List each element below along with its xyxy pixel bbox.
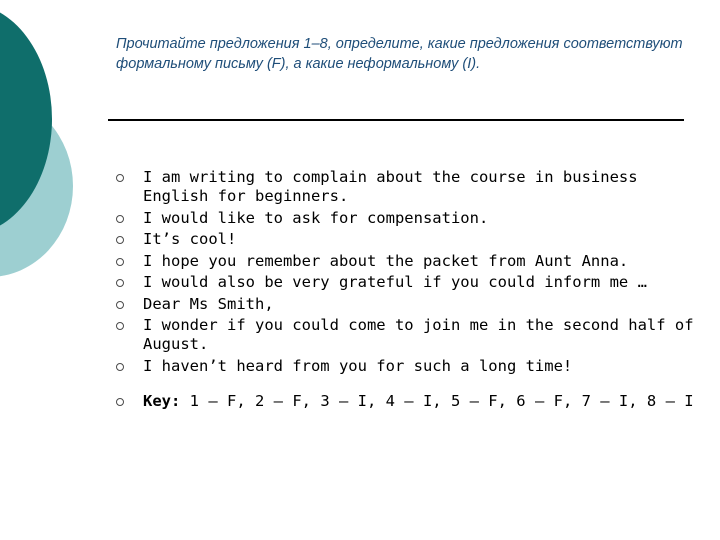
list-item: [116, 295, 706, 314]
hollow-circle-bullet-icon: [116, 398, 124, 406]
sentence-list: [116, 168, 706, 413]
title-divider: [108, 119, 684, 121]
list-item: [116, 209, 706, 228]
answer-key-label: Key:: [143, 391, 181, 410]
sentence-text: Dear Ms Smith,: [143, 294, 274, 313]
list-item: [116, 357, 706, 376]
list-item: [116, 252, 706, 271]
hollow-circle-bullet-icon: [116, 279, 124, 287]
slide-title: Прочитайте предложения 1–8, определите, какие предложения соответствуют формальному письму (F), а какие неформальному (I).: [116, 36, 683, 72]
answer-key-item: [116, 392, 706, 411]
list-item: [116, 316, 706, 354]
hollow-circle-bullet-icon: [116, 363, 124, 371]
list-item: [116, 273, 706, 292]
sentence-text: I am writing to complain about the course in business English for beginners.: [143, 168, 638, 205]
sentence-text: I hope you remember about the packet from Aunt Anna.: [143, 251, 629, 270]
list-item: [116, 168, 706, 206]
hollow-circle-bullet-icon: [116, 258, 124, 266]
sentence-text: I would like to ask for compensation.: [143, 208, 489, 227]
sentence-text: I wonder if you could come to join me in the second half of August.: [143, 316, 694, 353]
answer-key-value: 1 – F, 2 – F, 3 – I, 4 – I, 5 – F, 6 – F, 7 – I, 8 – I: [189, 391, 694, 410]
hollow-circle-bullet-icon: [116, 301, 124, 309]
hollow-circle-bullet-icon: [116, 236, 124, 244]
sentence-text: I haven’t heard from you for such a long time!: [143, 356, 573, 375]
hollow-circle-bullet-icon: [116, 215, 124, 223]
sentence-text: I would also be very grateful if you could inform me …: [143, 273, 647, 291]
hollow-circle-bullet-icon: [116, 322, 124, 330]
hollow-circle-bullet-icon: [116, 174, 124, 182]
list-item: [116, 230, 706, 249]
sentence-text: It’s cool!: [143, 230, 237, 248]
